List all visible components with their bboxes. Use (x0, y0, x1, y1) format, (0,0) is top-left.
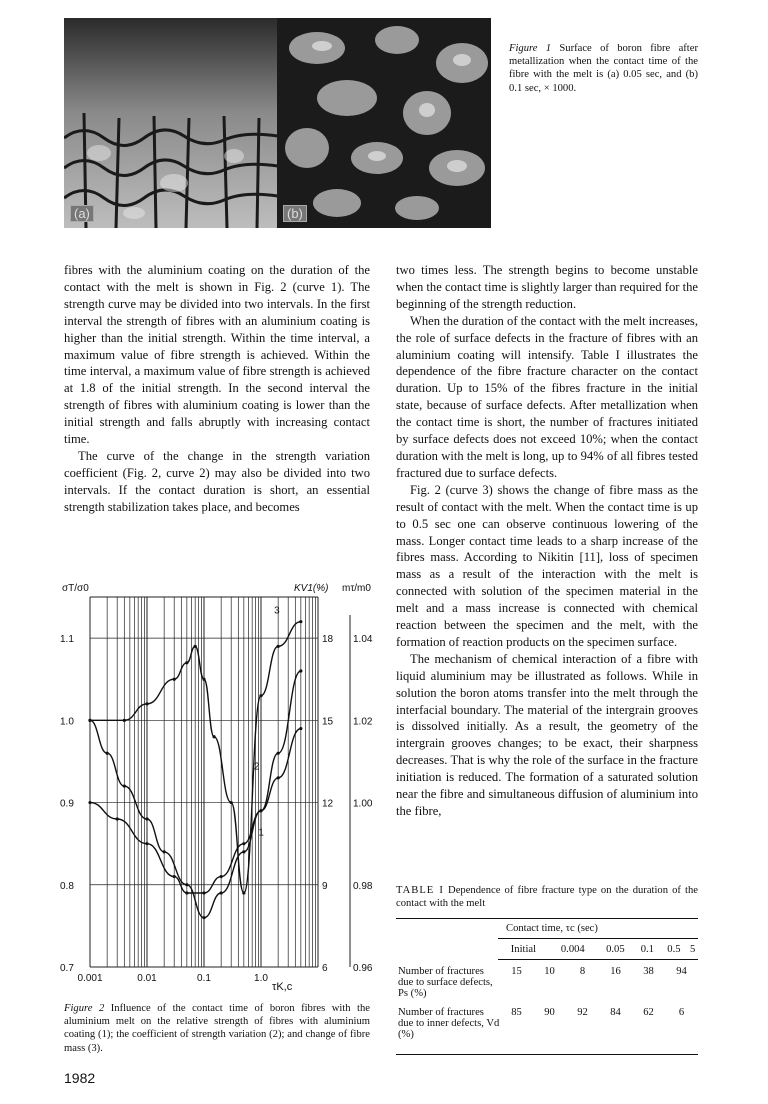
table1-row (396, 1007, 698, 1048)
x-tick-label: 0.01 (137, 973, 157, 984)
y-left-tick-label: 0.8 (60, 880, 74, 892)
y-mid-axis-label: KV1(%) (294, 583, 329, 594)
right-paragraph-4: The mechanism of chemical interaction of a fibre with liquid aluminium may be illustrated as follows. While in solution the boron atoms transfer into the melt through the interfacial boundary. The material of the intergrain grooves is dissolved initially. As a result, the geometry of the intergrain grooves changes; to be exact, their sharpness decreases. That is why the role of the surface in the fracture initiation is reduced. The formation of a saturated solution near the fibre and simultaneous diffusion of aluminium into the fibre, (396, 651, 698, 818)
y-right-tick-label: 1.00 (353, 798, 373, 810)
y-mid-tick-label: 18 (322, 634, 334, 646)
series-1-point (88, 801, 91, 804)
series-3-point (185, 661, 188, 664)
y-mid-tick-label: 15 (322, 716, 334, 728)
page-number: 1982 (64, 1070, 96, 1086)
series-3-label: 3 (274, 605, 280, 617)
y-mid-tick-label: 12 (322, 798, 334, 810)
series-2-point (185, 883, 188, 886)
panel-a-label: (a) (70, 205, 94, 222)
series-2-label: 2 (253, 761, 260, 773)
left-paragraph-2: The curve of the change in the strength variation coefficient (Fig. 2, curve 2) may also be divided into two intervals. If the contact duration is short, an essential strength stabilization takes place, and becomes (64, 448, 370, 514)
series-2-point (123, 785, 126, 788)
y-left-tick-label: 0.9 (60, 798, 74, 810)
series-3-point (259, 694, 262, 697)
y-mid-tick-label: 9 (322, 880, 328, 892)
table1-column-header: 0.5 (661, 939, 688, 960)
left-paragraph-1: fibres with the aluminium coating on the duration of the contact with the melt is shown in Fig. 2 (curve 1). The strength curve may be divided into two intervals. In the first interval the strength of fibres with an aluminium coating is higher than the initial strength. Within the time interval, a maximum value of fibre strength is achieved. Within the time interval, a maximum value of fibre strength is achieved at 1.8 of the initial strength. In the second interval the strength of fibres with aluminium coating is lower than the initial strength and falls abruptly with increasing contact time. (64, 263, 370, 447)
table1-cell: 90 (544, 1007, 555, 1019)
series-1-point (299, 727, 302, 730)
right-paragraph-1: two times less. The strength begins to become unstable when the contact time is slightly larger than required for the beginning of the strength reduction. (396, 263, 698, 311)
table1-cell: 6 (678, 1007, 685, 1019)
table1-caption (396, 884, 698, 910)
series-3-point (299, 620, 302, 623)
y-left-tick-label: 1.0 (60, 716, 74, 728)
series-1-label: 1 (258, 827, 264, 839)
right-paragraph-3: Fig. 2 (curve 3) shows the change of fibre mass as the result of contact with the melt. When the contact time is up to 0.5 sec one can observe continuous lowering of the mass. Longer contact time leads to a sharp increase of the fibres mass. According to Nikitin [11], loss of specimen mass as a result of the interaction with the melt is connected with solution of the specimen material in the melt and a mass increase is connected with chemical reaction between the specimen and the melt, with the formation of reaction products on the specimen surface. (396, 482, 698, 649)
table1-cell: 16 (610, 966, 621, 978)
table1-cell: 62 (643, 1007, 654, 1019)
table1-cell: 85 (511, 1007, 522, 1019)
table1-column-header: 5 (687, 939, 698, 960)
figure1-caption (509, 42, 698, 95)
left-column-text (64, 262, 370, 516)
panel-b-label: (b) (283, 205, 307, 222)
table1-row-label: Number of fractures due to surface defects, Ps (%) (398, 966, 493, 1000)
series-1-point (220, 875, 223, 878)
table1-column-header: 0.004 (549, 939, 597, 960)
series-3-point (230, 801, 233, 804)
table1-row-label: Number of fractures due to inner defects, Vd (%) (398, 1007, 500, 1041)
series-1-point (277, 776, 280, 779)
table1-cell: 10 (544, 966, 555, 978)
y-right-axis-label: mτ/m0 (342, 583, 371, 594)
series-3-point (145, 702, 148, 705)
y-right-tick-label: 0.96 (353, 963, 373, 974)
table1-cell: 8 (579, 966, 586, 978)
series-3-point (88, 719, 91, 722)
table1-column-header: 0.1 (634, 939, 661, 960)
series-2-point (163, 850, 166, 853)
series-2-point (242, 850, 245, 853)
series-2-point (202, 916, 205, 919)
figure2-caption (64, 1002, 370, 1055)
table1-column-header: Initial (498, 939, 549, 960)
table1 (396, 884, 698, 1055)
table1-cell: 15 (511, 966, 522, 978)
y-right-tick-label: 1.02 (353, 716, 373, 728)
series-1-point (242, 842, 245, 845)
table1-cell: 92 (577, 1007, 588, 1019)
series-3-point (173, 678, 176, 681)
y-left-tick-label: 0.7 (60, 963, 74, 974)
table1-cell: 84 (610, 1007, 621, 1019)
series-3-point (212, 735, 215, 738)
series-3-point (277, 645, 280, 648)
figure1-photo-b (277, 18, 491, 228)
figure2-caption-text: Influence of the contact time of boron fibres with the aluminium melt on the relative strength of fibres with aluminium coating (1); the coefficient of strength variation (2); and change of fibre mass (3). (64, 1003, 370, 1054)
y-right-tick-label: 1.04 (353, 634, 373, 646)
series-3-point (194, 645, 197, 648)
series-1-point (202, 891, 205, 894)
figure1-caption-text: Surface of boron fibre after metallization when the contact time of the fibre with the melt is (a) 0.05 sec, and (b) 0.1 sec, × 1000. (509, 43, 698, 94)
table1-column-header: 0.05 (597, 939, 634, 960)
table1-label: TABLE I (396, 885, 444, 896)
table1-row (396, 966, 698, 1007)
series-1-point (145, 842, 148, 845)
table1-body (396, 966, 698, 1048)
right-column-text (396, 262, 698, 820)
figure2-chart (50, 575, 390, 995)
table1-grid (396, 923, 698, 960)
y-left-tick-label: 1.1 (60, 634, 74, 646)
series-3-point (242, 891, 245, 894)
figure1-label: Figure 1 (509, 43, 552, 54)
series-1-point (173, 875, 176, 878)
table1-group-header: Contact time, τc (sec) (498, 923, 698, 939)
table1-caption-text: Dependence of fibre fracture type on the duration of the contact with the melt (396, 885, 698, 910)
figure1-photo-a (64, 18, 278, 228)
x-tick-label: 0.001 (77, 973, 103, 984)
series-2-point (145, 817, 148, 820)
y-left-axis-label: σT/σ0 (62, 583, 89, 594)
table1-cell: 94 (676, 966, 687, 978)
table1-cell: 38 (643, 966, 654, 978)
table1-header-row (396, 939, 698, 960)
series-2-point (299, 669, 302, 672)
x-tick-label: 0.1 (197, 973, 211, 984)
series-2-point (106, 752, 109, 755)
series-2-point (277, 752, 280, 755)
series-2-point (259, 809, 262, 812)
y-right-tick-label: 0.98 (353, 880, 373, 892)
series-3-point (123, 719, 126, 722)
series-3-point (202, 678, 205, 681)
series-2-point (220, 891, 223, 894)
y-mid-tick-label: 6 (322, 963, 328, 974)
x-tick-label: 1.0 (254, 973, 268, 984)
x-axis-label: τK,c (272, 981, 293, 993)
figure2-label: Figure 2 (64, 1003, 105, 1014)
series-1-point (116, 817, 119, 820)
series-1-point (185, 891, 188, 894)
right-paragraph-2: When the duration of the contact with the melt increases, the role of surface defects in the fracture of fibres with an aluminium coating will intensify. Table I illustrates the dependence of the fibre fracture character on the contact duration. Up to 15% of the fibres fracture in the initial state, because of surface defects. After metallization when the contact time is short, the number of fractures initiated by surface defects does not exceed 10%; when the contact duration with the melt is long, up to 94% of all fibres tested fractured due to surface defects. (396, 313, 698, 480)
